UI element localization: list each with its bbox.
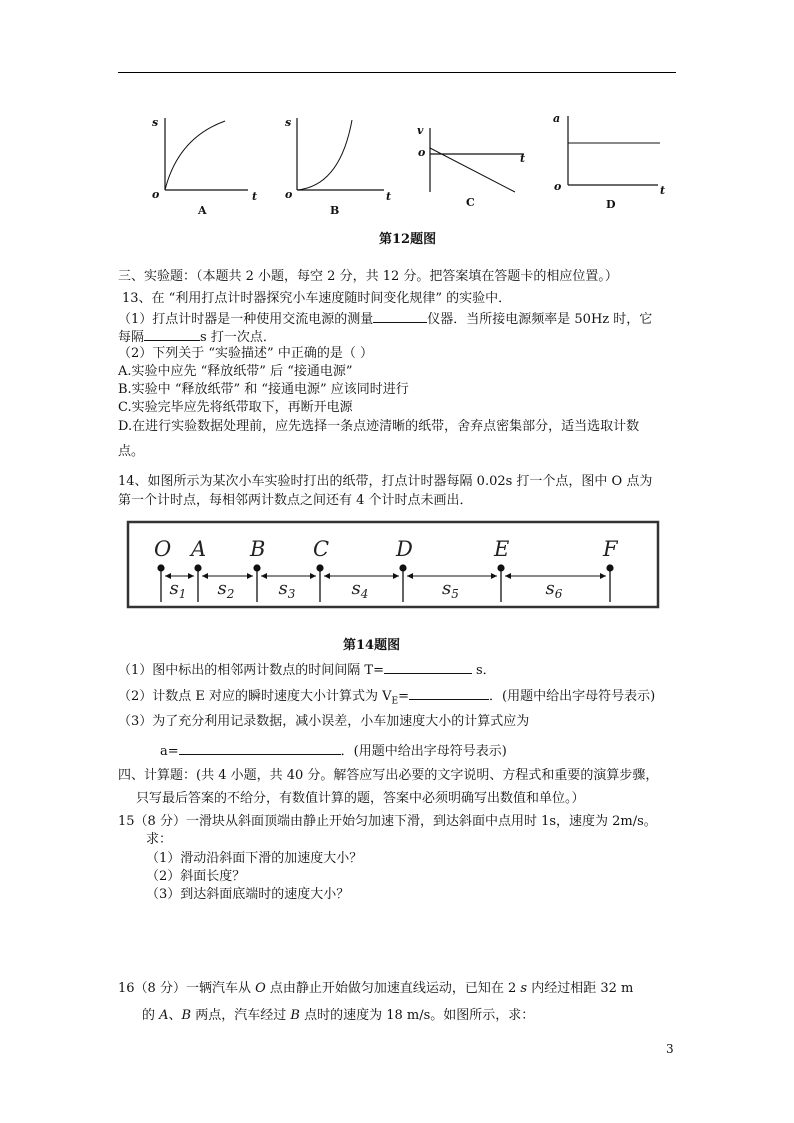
q15-part1: （1）滑动沿斜面下滑的加速度大小？ (146, 851, 363, 866)
tape-segment-arrowhead-right-4 (393, 573, 399, 579)
q16-text-1a: 16（8 分）一辆汽车从 (118, 981, 256, 996)
q13-option-b: B.实验中 “释放纸带” 和 “接通电源” 应该同时进行 (118, 382, 409, 397)
tape-segment-arrowhead-right-3 (310, 573, 316, 579)
graph-d-caption: D (606, 198, 616, 211)
tape-point-label-o: O (154, 537, 172, 561)
q14-part3-text-a: a= (160, 744, 179, 759)
q16-text-2a: 的 (142, 1008, 160, 1023)
graph-a-x-label: t (252, 190, 258, 203)
q13-part1-text-a: （1）打点计时器是一种使用交流电源的测量 (118, 312, 374, 327)
tape-segment-label-5: $s_5$ (442, 578, 459, 601)
q13-stem: 13、在 “利用打点计时器探究小车速度随时间变化规律” 的实验中． (122, 291, 512, 306)
graph-b-y-label: s (285, 116, 292, 129)
graph-c-x-label: t (520, 152, 526, 165)
tape-segment-arrowhead-left-2 (202, 573, 208, 579)
tape-segment-arrowhead-right-2 (247, 573, 253, 579)
q15-part2: （2）斜面长度？ (146, 869, 246, 884)
graph-d-y-label: a (553, 112, 561, 125)
q14-blank-period[interactable] (384, 660, 472, 674)
q14-stem-1: 14、如图所示为某次小车实验时打出的纸带，打点计时器每隔 0.02s 打一个点，图中 O 点为 (118, 474, 653, 489)
q16-text-2c: 两点，汽车经过 (191, 1008, 291, 1023)
q13-part1-text-c: 每隔 (118, 330, 145, 345)
graph-d-x-label: t (660, 184, 666, 197)
tape-segment-label-2: $s_2$ (217, 578, 235, 601)
q16-point-b: B (181, 1008, 192, 1023)
tape-segment-arrowhead-right-1 (188, 573, 194, 579)
q16-stem-1 (118, 980, 633, 998)
graph-b-x-label: t (386, 190, 392, 203)
section-4-heading: 四、计算题：(共 4 小题，共 40 分。解答应写出必要的文字说明、方程式和重要的演算步骤， (118, 768, 659, 783)
tape-segment-arrowhead-left-3 (261, 573, 267, 579)
q14-part2-text-a: （2）计数点 E 对应的瞬时速度大小计算式为 V (118, 689, 392, 704)
graph-c (417, 124, 525, 209)
header-rule (118, 72, 676, 73)
q14-blank-acceleration[interactable] (179, 741, 341, 755)
graph-c-caption: C (466, 196, 475, 209)
graph-d (553, 112, 665, 211)
tape-point-label-a: A (191, 537, 207, 561)
tape-point-label-f: F (603, 537, 618, 561)
q13-part1-text-d: s 打一次点． (200, 330, 276, 345)
q14-part2-text-b: = (398, 689, 410, 704)
q13-option-d-cont: 点。 (118, 444, 145, 459)
tape-point-label-d: D (396, 537, 413, 561)
page-number: 3 (666, 1042, 674, 1056)
graph-a (152, 116, 257, 217)
q16-stem-2 (142, 1007, 534, 1025)
q14-part2 (118, 686, 655, 711)
graph-b-origin: o (285, 188, 293, 201)
q16-point-a: A (159, 1008, 169, 1023)
q16-text-2d: 点时的速度为 18 m/s。如图所示，求： (299, 1008, 535, 1023)
graph-d-origin: o (554, 180, 562, 193)
q14-part1 (118, 660, 496, 680)
tape-segment-arrowhead-left-5 (407, 573, 413, 579)
graph-c-origin: o (418, 146, 426, 159)
q13-blank-instrument[interactable] (373, 309, 427, 323)
graph-a-y-label: s (152, 116, 159, 129)
q13-option-c: C.实验完毕应先将纸带取下，再断开电源 (118, 400, 353, 415)
tape-segment-arrowhead-left-4 (324, 573, 330, 579)
q15-stem: 15（8 分）一滑块从斜面顶端由静止开始匀加速下滑，到达斜面中点用时 1s，速度为 2m/s。 (118, 814, 657, 829)
graph-b-caption: B (330, 204, 340, 217)
q14-part3: （3）为了充分利用记录数据，减小误差，小车加速度大小的计算式应为 (118, 714, 530, 729)
figure-14-tape (126, 520, 661, 610)
graph-a-origin: o (152, 188, 160, 201)
q16-text-1b: 点由静止开始做匀加速直线运动，已知在 2 (265, 981, 521, 996)
tape-segment-label-1: $s_1$ (169, 578, 187, 601)
q14-part2-subscript: E (391, 696, 399, 707)
tape-point-label-b: B (250, 537, 266, 561)
tape-segment-arrowhead-right-6 (600, 573, 606, 579)
q16-unit-s: s (520, 981, 528, 996)
q13-blank-interval[interactable] (144, 327, 200, 341)
graph-b (285, 116, 391, 217)
tape-segment-label-3: $s_3$ (278, 578, 296, 601)
q14-blank-velocity[interactable] (409, 686, 489, 700)
figure-12-graphs (140, 108, 680, 220)
q15-ask: 求： (146, 832, 173, 847)
q16-text-2b: 、 (168, 1008, 182, 1023)
q15-part3: （3）到达斜面底端时的速度大小？ (146, 887, 350, 902)
section-4-heading-cont: 只写最后答案的不给分，有数值计算的题，答案中必须明确写出数值和单位。） (136, 791, 585, 806)
graph-a-caption: A (198, 204, 207, 217)
q13-part2: （2）下列关于 “实验描述” 中正确的是（ ） (118, 346, 373, 361)
tape-point-label-c: C (313, 537, 330, 561)
figure-12-caption: 第12题图 (379, 232, 437, 247)
q14-part1-text-a: （1）图中标出的相邻两计数点的时间间隔 T= (118, 663, 384, 678)
tape-segment-arrowhead-left-6 (505, 573, 511, 579)
section-3-heading: 三、实验题：（本题共 2 小题，每空 2 分，共 12 分。把答案填在答题卡的相应位置。） (118, 269, 618, 284)
graph-c-y-label: v (417, 124, 424, 137)
tape-segment-arrowhead-right-5 (491, 573, 497, 579)
q16-point-b-2: B (290, 1008, 300, 1023)
q14-stem-2: 第一个计时点，每相邻两计数点之间还有 4 个计时点未画出． (118, 493, 473, 508)
figure-14-caption: 第14题图 (343, 638, 401, 653)
q13-part1 (118, 309, 652, 329)
q16-text-1c: 内经过相距 32 m (527, 981, 634, 996)
tape-point-label-e: E (494, 537, 510, 561)
q13-part1-cont (118, 327, 276, 347)
q16-point-o: O (255, 981, 266, 996)
q13-option-a: A.实验中应先 “释放纸带” 后 “接通电源” (118, 364, 353, 379)
q13-part1-text-b: 仪器．当所接电源频率是 50Hz 时，它 (427, 312, 653, 327)
q13-option-d: D.在进行实验数据处理前，应先选择一条点迹清晰的纸带，舍弃点密集部分，适当选取计数 (118, 419, 640, 434)
q14-part3-formula (160, 741, 507, 761)
q14-part2-text-c: ．(用题中给出字母符号表示) (489, 689, 656, 704)
tape-segment-label-6: $s_6$ (545, 578, 563, 601)
q14-part3-text-b: ．(用题中给出字母符号表示) (340, 744, 507, 759)
q14-part1-text-b: s． (475, 663, 496, 678)
tape-segment-label-4: $s_4$ (351, 578, 369, 601)
